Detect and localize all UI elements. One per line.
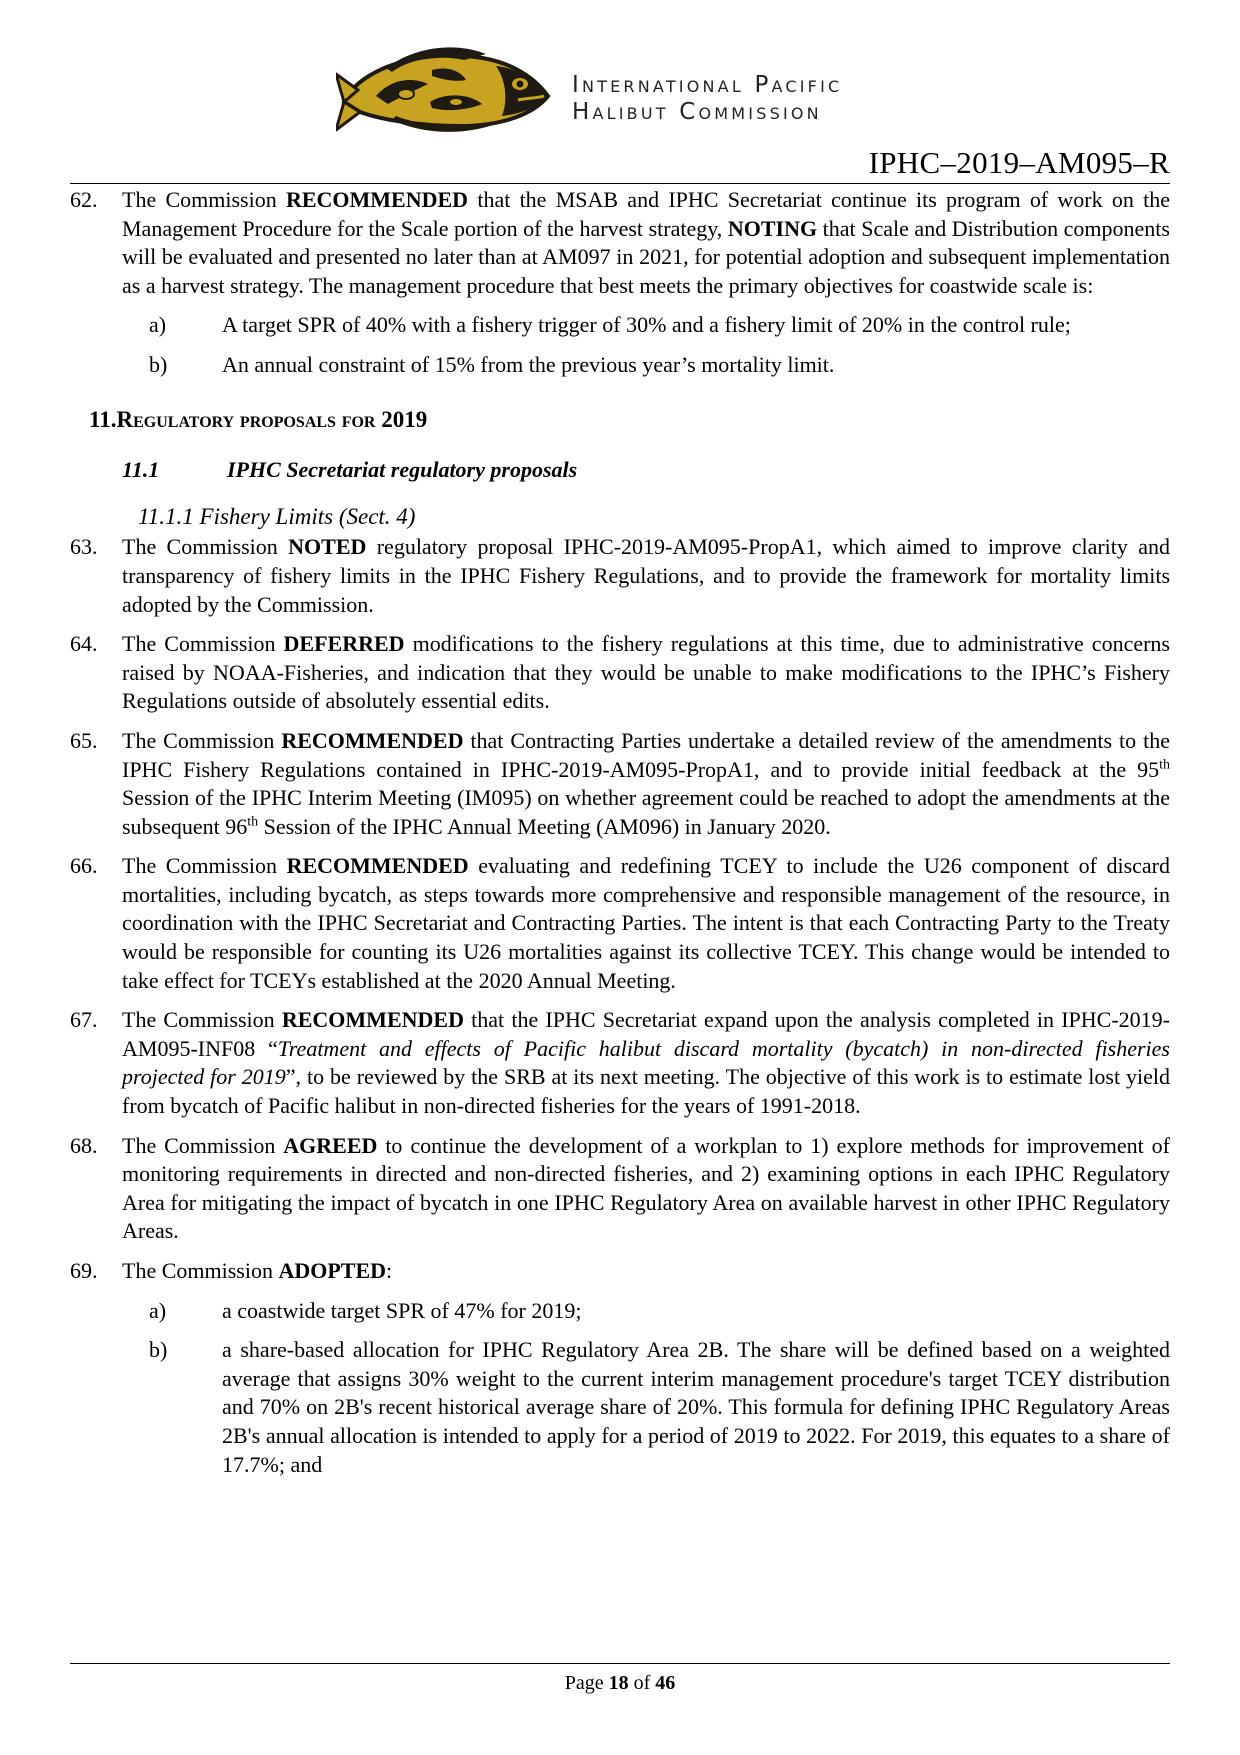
header-rule [70,183,1170,184]
paragraph-number: 66. [70,853,98,879]
list-item-69b: b) a share-based allocation for IPHC Regulatory Area 2B. The share will be defined based on a weighted average that assigns 30% weight to the current interim management procedure's target TCEY distribution and 70% on 2B's recent historical average share of 20%. This formula for defining IPHC Regulatory Areas 2B's annual allocation is intended to apply for a period of 2019 to 2022. For 2019, this equates to a share of 17.7%; and [149,1337,1170,1477]
paragraph-69: 69. The Commission ADOPTED: [70,1257,1170,1286]
halibut-logo-icon [336,40,556,136]
paragraph-number: 64. [70,631,98,657]
paragraph-number: 68. [70,1132,98,1158]
list-letter: a) [149,1297,167,1323]
document-code: IPHC–2019–AM095–R [868,145,1170,180]
page-footer: Page 18 of 46 [564,1672,676,1694]
paragraph-66: 66. The Commission RECOMMENDED evaluating and redefining TCEY to include the U26 component of discard mortalities, including bycatch, as steps towards more comprehensive and responsible management of the resource, in coordination with the IPHC Secretariat and Contracting Parties. The intent is that each Contracting Party to the Treaty would be responsible for counting its U26 mortalities against its collective TCEY. This change would be intended to take effect for TCEYs established at the 2020 Annual Meeting. [70,853,1170,993]
paragraph-64: 64. The Commission DEFERRED modifications to the fishery regulations at this time, due to administrative concerns raised by NOAA-Fisheries, and indication that they would be unable to make modifications to the IPHC’s Fishery Regulations outside of absolutely essential edits. [70,631,1170,714]
section-heading-11: 11.Regulatory proposals for 2019 [89,406,428,432]
list-letter: b) [149,1337,168,1363]
paragraph-62: 62. The Commission RECOMMENDED that the MSAB and IPHC Secretariat continue its program of work on the Management Procedure for the Scale portion of the harvest strategy, NOTING that Scale and Distribution components will be evaluated and presented no later than at AM097 in 2021, for potential adoption and subsequent implementation as a harvest strategy. The management procedure that best meets the primary objectives for coastwide scale is: [70,187,1171,298]
paragraph-68: 68. The Commission AGREED to continue the development of a workplan to 1) explore methods for improvement of monitoring requirements in directed and non-directed fisheries, and 2) examining options in each IPHC Regulatory Area for mitigating the impact of bycatch in one IPHC Regulatory Area on available harvest in other IPHC Regulatory Areas. [70,1132,1170,1244]
organization-name [572,72,842,126]
page-number: 18 [608,1672,629,1694]
footer-rule [70,1663,1170,1664]
org-line-2: Halibut Commission [572,99,822,125]
list-letter: a) [149,312,167,338]
paragraph-number: 67. [70,1007,98,1033]
list-item-62b: b) An annual constraint of 15% from the previous year’s mortality limit. [70,351,1170,380]
paragraph-65: 65. The Commission RECOMMENDED that Contracting Parties undertake a detailed review of the amendments to the IPHC Fishery Regulations contained in IPHC-2019-AM095-PropA1, and to provide initial feedback at the 95th Session of the IPHC Interim Meeting (IM095) on whether agreement could be reached to adopt the amendments at the subsequent 96th Session of the IPHC Annual Meeting (AM096) in January 2020. [70,727,1170,839]
paragraph-number: 62. [70,187,98,212]
list-letter: b) [149,351,168,377]
paragraph-number: 69. [70,1258,98,1283]
page-total: 46 [655,1672,676,1694]
list-item-69a: a) a coastwide target SPR of 47% for 2019; [70,1297,1170,1326]
subsubsection-heading-11-1-1: 11.1.1 Fishery Limits (Sect. 4) [138,503,416,529]
org-line-1: International Pacific [572,72,843,98]
paragraph-number: 63. [70,534,98,560]
paragraph-67: 67. The Commission RECOMMENDED that the IPHC Secretariat expand upon the analysis completed in IPHC-2019-AM095-INF08 “Treatment and effects of Pacific halibut discard mortality (bycatch) in non-directed fisheries projected for 2019”, to be reviewed by the SRB at its next meeting. The objective of this work is to estimate lost yield from bycatch of Pacific halibut in non-directed fisheries for the years of 1991-2018. [70,1007,1171,1119]
paragraph-63: 63. The Commission NOTED regulatory proposal IPHC-2019-AM095-PropA1, which aimed to improve clarity and transparency of fishery limits in the IPHC Fishery Regulations, and to provide the framework for mortality limits adopted by the Commission. [70,534,1171,617]
subsection-heading-11-1: 11.1 IPHC Secretariat regulatory proposals [122,457,578,483]
paragraph-number: 65. [70,727,98,753]
list-item-62a: a) A target SPR of 40% with a fishery trigger of 30% and a fishery limit of 20% in the control rule; [70,311,1170,340]
document-body [70,186,1170,1490]
